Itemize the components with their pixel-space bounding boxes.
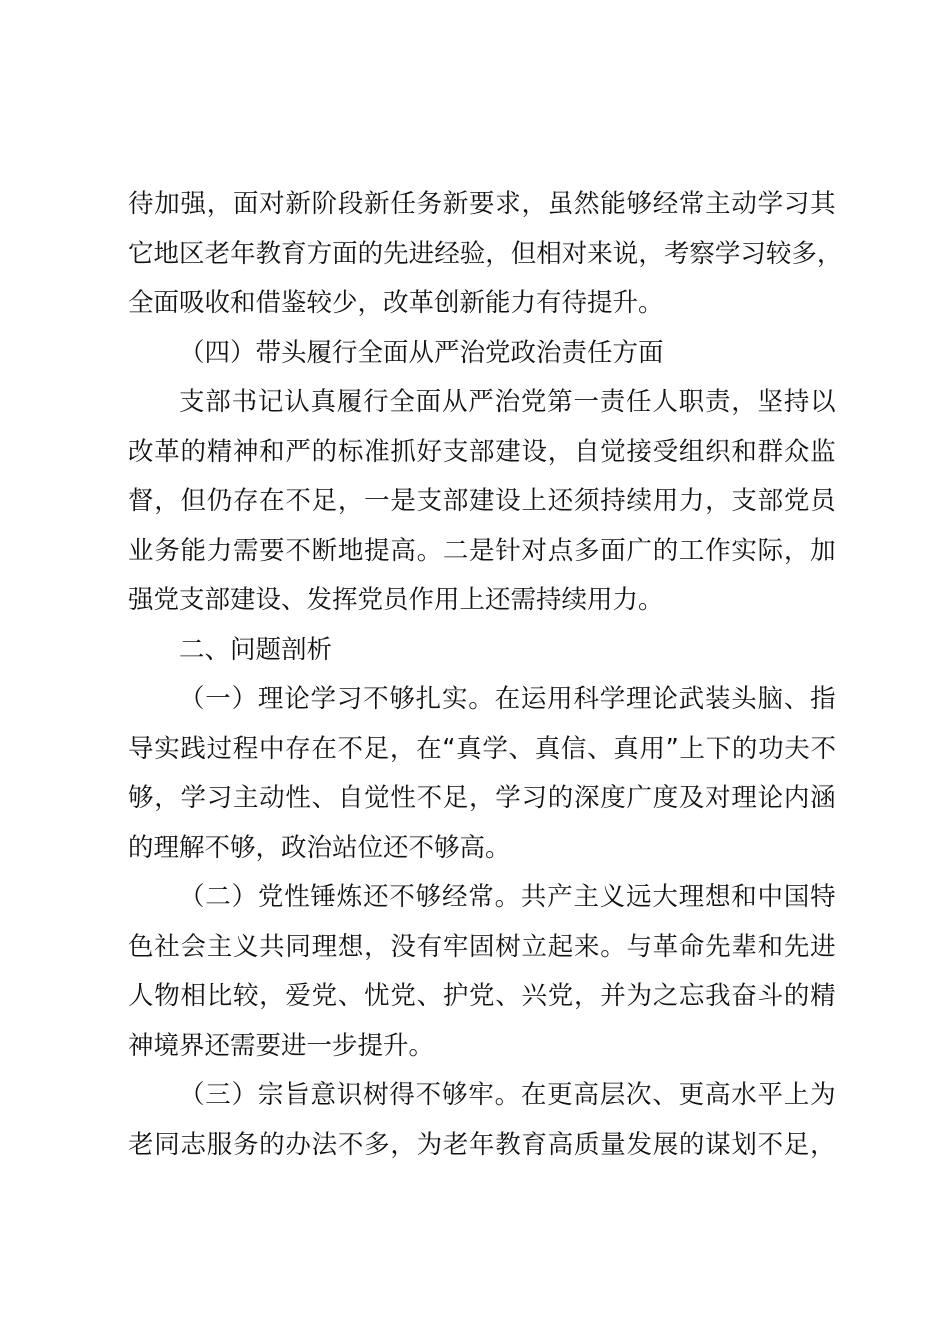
text-line: 督 ， 但 仍 存 在 不 足 ， 一 是 支 部 建 设 上 还 须 持 续 用 力 ， 支 部 党 员 (128, 486, 836, 516)
text-line: 色 社 会 主 义 共 同 理 想 ， 没 有 牢 固 树 立 起 来 。 与 革 命 先 辈 和 先 进 (128, 931, 836, 962)
text-line: 改 革 的 精 神 和 严 的 标 准 抓 好 支 部 建 设 ， 自 觉 接 受 组 织 和 群 众 监 (128, 436, 836, 467)
text-line: （ 三 ） 宗 旨 意 识 树 得 不 够 牢 。 在 更 高 层 次 、 更 高 水 平 上 为 (179, 1080, 836, 1110)
text-line: 人 物 相 比 较 ， 爱 党 、 忧 党 、 护 党 、 兴 党 ， 并 为 之 忘 我 奋 斗 的 精 (128, 981, 836, 1011)
text-line: 的理解不够，政治站位还不够高。 (128, 832, 511, 863)
section-heading: （四）带头履行全面从严治党政治责任方面 (179, 337, 664, 368)
text-line: （ 一 ） 理 论 学 习 不 够 扎 实 。 在 运 用 科 学 理 论 武 装 头 脑 、 指 (179, 684, 836, 714)
text-line: 老 同 志 服 务 的 办 法 不 多 ， 为 老 年 教 育 高 质 量 发 展 的 谋 划 不 足 ， (128, 1129, 836, 1160)
text-line: 支 部 书 记 认 真 履 行 全 面 从 严 治 党 第 一 责 任 人 职 责 ， 坚 持 以 (179, 387, 836, 417)
text-line: 全面吸收和借鉴较少，改革创新能力有待提升。 (128, 288, 664, 318)
section-heading: 二、问题剖析 (179, 634, 333, 665)
text-line: 导 实 践 过 程 中 存 在 不 足 ， 在 “ 真 学 、 真 信 、 真 用 ” 上 下 的 功 夫 不 (128, 733, 836, 764)
text-line: 够 ， 学 习 主 动 性 、 自 觉 性 不 足 ， 学 习 的 深 度 广 度 及 对 理 论 内 涵 (128, 783, 836, 813)
text-line: 强党支部建设、发挥党员作用上还需持续用力。 (128, 585, 664, 615)
document-body (128, 180, 843, 1170)
text-line: （ 二 ） 党 性 锤 炼 还 不 够 经 常 。 共 产 主 义 远 大 理 想 和 中 国 特 (179, 882, 836, 912)
text-line: 业 务 能 力 需 要 不 断 地 提 高 。 二 是 针 对 点 多 面 广 的 工 作 实 际 ， 加 (128, 535, 836, 566)
text-line: 它 地 区 老 年 教 育 方 面 的 先 进 经 验 ， 但 相 对 来 说 ， 考 察 学 习 较 多 ， (128, 238, 843, 269)
text-line: 神境界还需要进一步提升。 (128, 1030, 435, 1061)
text-line: 待 加 强 ， 面 对 新 阶 段 新 任 务 新 要 求 ， 虽 然 能 够 经 常 主 动 学 习 其 (128, 189, 836, 219)
